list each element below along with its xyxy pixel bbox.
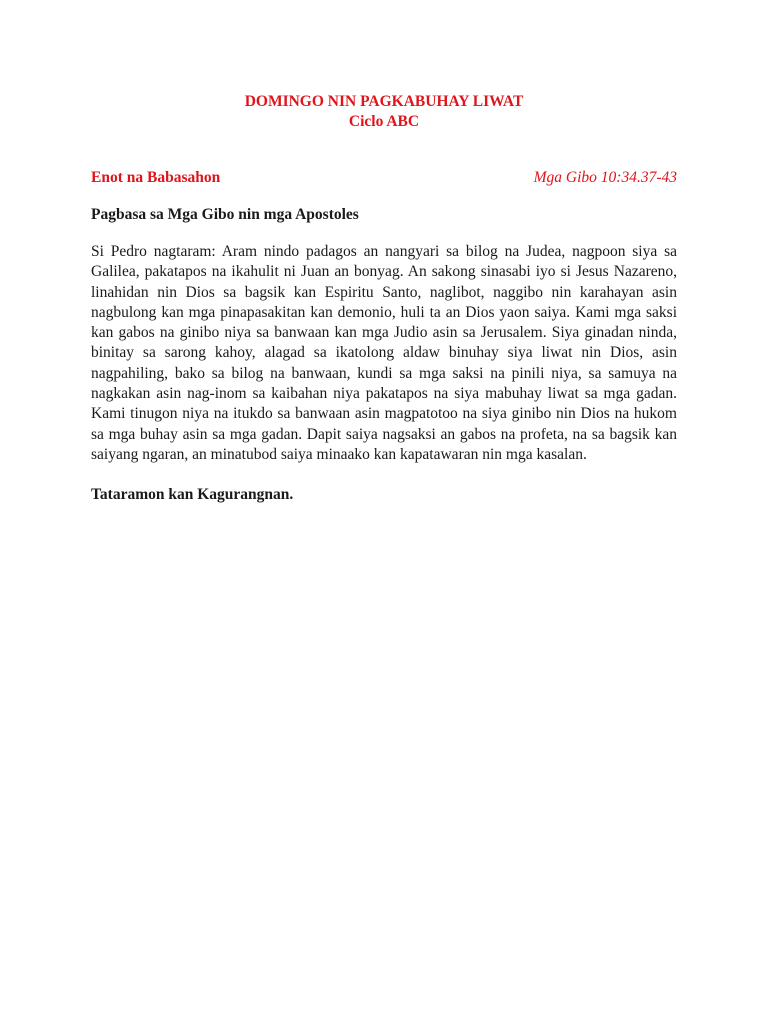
document-subtitle: Ciclo ABC [348,113,420,130]
reading-heading: Pagbasa sa Mga Gibo nin mga Apostoles [91,206,359,223]
reading-header-row [91,168,677,188]
closing-line: Tataramon kan Kagurangnan. [91,486,294,503]
document-title: DOMINGO NIN PAGKABUHAY LIWAT [244,93,524,110]
reading-label: Enot na Babasahon [91,169,221,186]
reading-body: Si Pedro nagtaram: Aram nindo padagos an nangyari sa bilog na Judea, nagpoon siya sa Galilea, pakatapos na ikahulit ni Juan an bonyag. An sakong sinasabi iyo si Jesus Nazareno, linahidan nin Dios sa bagsik kan Espiritu Santo, naglibot, naggibo nin karahayan asin nagbulong kan mga pinapasakitan kan demonio, huli ta an Dios yaon saiya. Kami mga saksi kan gabos na ginibo niya sa banwaan kan mga Judio asin sa Jerusalem. Siya ginadan ninda, binitay sa sarong kahoy, alagad sa ikatolong aldaw binuhay siya liwat nin Dios, asin nagpahiling, bako sa bilog na banwaan, kundi sa mga saksi na pinili niya, sa samuya na nagkakan asin nag-inom sa kaibahan niya pakatapos na siya mabuhay liwat sa mga gadan. Kami tinugon niya na itukdo sa banwaan asin magpatotoo na siya ginibo nin Dios na hukom sa mga buhay asin sa mga gadan. Dapit saiya nagsaksi an gabos na profeta, na sa bagsik kan saiyang ngaran, an minatubod saiya minaako kan kapatawaran nin mga kasalan. [91,243,677,463]
title-block [0,92,768,132]
reading-reference: Mga Gibo 10:34.37-43 [533,169,677,186]
